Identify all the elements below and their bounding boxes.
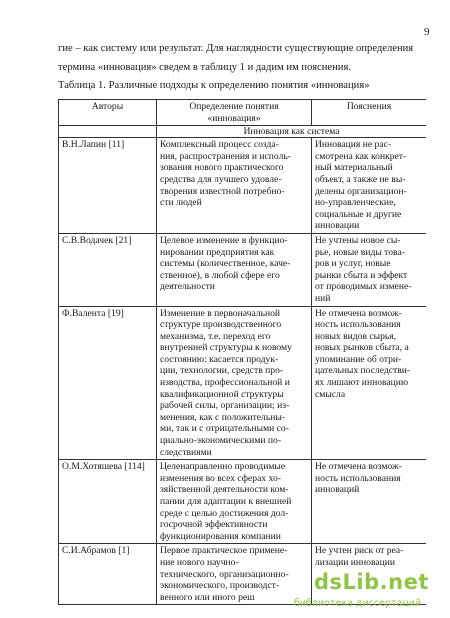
- definition-cell: Целенаправленно проводимые изменения во всех сферах хо- зяйственной деятельности ком- пании для адаптации к внешней среде с целью достижения дол- госрочной эффективности функционирования компании: [157, 460, 312, 544]
- author-cell: В.Н.Лапин [11]: [59, 138, 157, 234]
- watermark-brand: dsLib.net: [314, 570, 429, 594]
- definition-cell: Целевое изменение в функцио- нировании предприятия как системы (количественное, каче- ственное), в любой сфере его деятельности: [157, 233, 312, 306]
- note-cell: Не учтен риск от реа- лизации инновации: [312, 544, 427, 605]
- header-authors: Авторы: [59, 100, 157, 126]
- table-row: [59, 306, 427, 460]
- definition-cell: Комплексный процесс созда- ния, распространения и исполь- зования нового практического средства для лучшего удовле- творения известной потребно- сти людей: [157, 138, 312, 234]
- table-header-row: [59, 100, 427, 126]
- author-cell: С.В.Водачек [21]: [59, 233, 157, 306]
- author-cell: Ф.Валента [19]: [59, 306, 157, 460]
- watermark-caption: библиотека диссертаций: [294, 598, 422, 609]
- table-row: [59, 138, 427, 234]
- intro-paragraph: [58, 40, 428, 77]
- note-cell: Не учтены новое сы- рье, новые виды това- ров и услуг, новые рынки сбыта и эффект от проводимых измене- ний: [312, 233, 427, 306]
- table-row: [59, 460, 427, 544]
- definitions-table-wrapper: [58, 99, 426, 605]
- note-cell: Не отмечена возмож- ность использования новых видов сырья, новых рынков сбыта, а упоминание об отри- цательных последстви- ях лишают инновацию смысла: [312, 306, 427, 460]
- table-row: [59, 233, 427, 306]
- header-notes: Пояснения: [312, 100, 427, 126]
- definition-cell: Изменение в первоначальной структуре производственного механизма, т.е. переход его внутренней структуры к новому состоянию: касается продук- ции, технологии, средств про- изводства, профессиональной и квалификационной структуры рабочей силы, организации; из- менения, как с положительны- ми, так и с отрицательными со- циально-экономическими по- следствиями: [157, 306, 312, 460]
- section-title: Инновация как система: [157, 126, 427, 138]
- note-cell: Не отмечена возмож- ность использования инноваций: [312, 460, 427, 544]
- intro-line: гие – как систему или результат. Для наглядности существующие определения: [58, 43, 414, 54]
- note-cell: Инновация не рас- смотрена как конкрет- ный материальный объект, а также не вы- делены организацион- но-управленческие, социальные и другие инновации: [312, 138, 427, 234]
- author-cell: С.И.Абрамов [1]: [59, 544, 157, 605]
- header-definition: Определение понятия «инновация»: [157, 100, 312, 126]
- definitions-table: [58, 99, 426, 605]
- definition-cell: Первое практическое примене- ние нового научно- технического, организационно- экономического, производст- венного или иного реш: [157, 544, 312, 605]
- table-caption: Таблица 1. Различные подходы к определению понятия «инновация»: [58, 80, 370, 91]
- dslib-watermark-logo: [294, 570, 450, 618]
- section-row: [59, 126, 427, 138]
- author-cell: О.М.Хотяшева [114]: [59, 460, 157, 544]
- page-number: 9: [424, 26, 430, 38]
- intro-line: термина «инновация» сведем в таблицу 1 и дадим им пояснения.: [58, 61, 351, 73]
